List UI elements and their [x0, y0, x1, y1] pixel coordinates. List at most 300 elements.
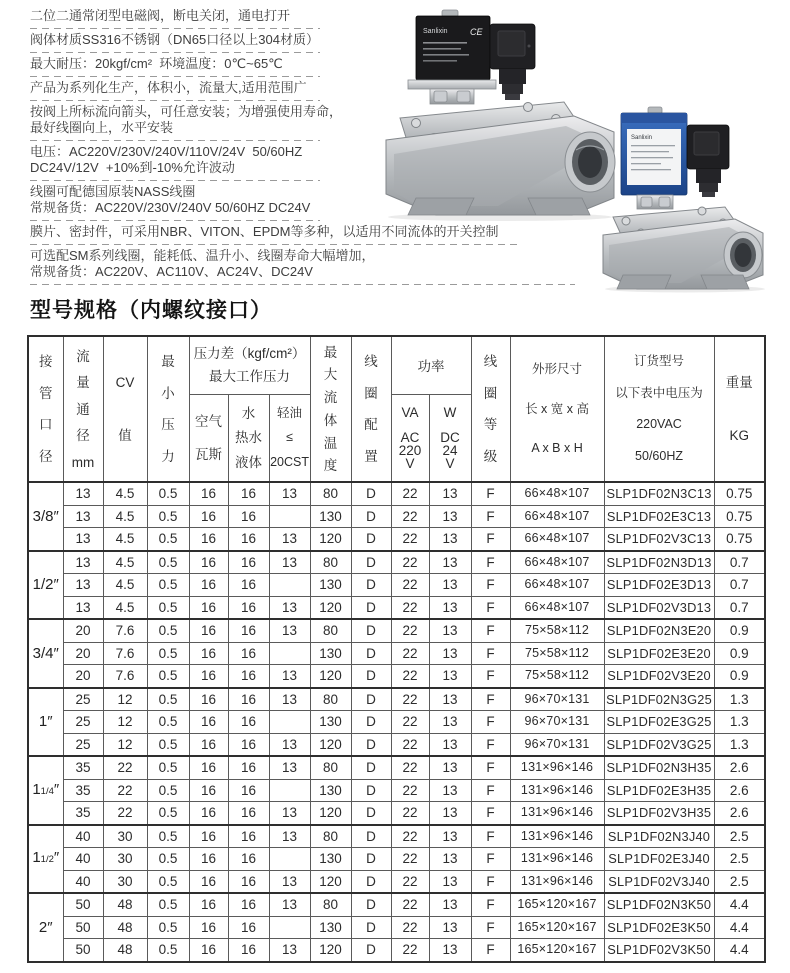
pressure-light-oil: 13 — [269, 756, 310, 779]
spec-row — [28, 802, 765, 825]
order-model: SLP1DF02E3J40 — [604, 848, 714, 871]
coil-config: D — [351, 665, 391, 688]
pressure-water: 16 — [228, 574, 269, 597]
header-line: 以下表中电压为 — [615, 385, 703, 400]
pressure-light-oil: 13 — [269, 733, 310, 756]
dimensions: 96×70×131 — [510, 688, 604, 711]
order-model: SLP1DF02V3H35 — [604, 802, 714, 825]
spec-row — [28, 574, 765, 597]
pressure-air-gas: 16 — [189, 665, 228, 688]
pressure-light-oil: 13 — [269, 688, 310, 711]
weight: 2.5 — [714, 848, 765, 871]
header-line: 20CST — [270, 455, 309, 469]
pressure-water: 16 — [228, 619, 269, 642]
coil-config: D — [351, 528, 391, 551]
header-line: 压力差（kgf/cm²） — [193, 346, 306, 362]
order-model: SLP1DF02N3K50 — [604, 893, 714, 916]
pressure-light-oil: 13 — [269, 551, 310, 574]
header-line: 热水 — [235, 430, 262, 446]
power-va: 22 — [391, 551, 429, 574]
cv-value: 22 — [103, 756, 147, 779]
pressure-light-oil — [269, 574, 310, 597]
cv-value: 4.5 — [103, 528, 147, 551]
weight: 2.6 — [714, 779, 765, 802]
power-va: 22 — [391, 574, 429, 597]
header-line: V — [445, 455, 455, 471]
min-pressure: 0.5 — [147, 802, 189, 825]
coil-class: F — [471, 916, 510, 939]
cv-value: 30 — [103, 848, 147, 871]
weight: 2.5 — [714, 825, 765, 848]
order-model: SLP1DF02E3G25 — [604, 711, 714, 734]
header-line: 圈 — [364, 385, 378, 401]
col-header-weight — [714, 336, 765, 482]
pressure-water: 16 — [228, 665, 269, 688]
header-line: 接 — [39, 353, 53, 369]
power-w: 13 — [429, 551, 471, 574]
feature-text: 可选配SM系列线圈，能耗低、温升小、线圈寿命大幅增加， — [30, 248, 375, 263]
power-w: 13 — [429, 825, 471, 848]
header-line: DC — [440, 429, 460, 445]
pressure-light-oil: 13 — [269, 870, 310, 893]
coil-config: D — [351, 574, 391, 597]
max-fluid-temp: 130 — [310, 848, 351, 871]
dimensions: 131×96×146 — [510, 779, 604, 802]
col-header-min-pressure — [147, 336, 189, 482]
section-title: 型号规格（内螺纹接口） — [30, 299, 272, 322]
pressure-water: 16 — [228, 642, 269, 665]
dimensions: 131×96×146 — [510, 870, 604, 893]
dimensions: 131×96×146 — [510, 756, 604, 779]
power-w: 13 — [429, 939, 471, 962]
pressure-air-gas: 16 — [189, 939, 228, 962]
spec-row — [28, 870, 765, 893]
pressure-air-gas: 16 — [189, 733, 228, 756]
power-va: 22 — [391, 825, 429, 848]
header-line: KG — [729, 428, 750, 443]
feature-list — [30, 5, 590, 285]
header-line: 24 — [442, 442, 458, 458]
min-pressure: 0.5 — [147, 711, 189, 734]
pressure-water: 16 — [228, 711, 269, 734]
ce-mark: CE — [470, 27, 483, 37]
order-model: SLP1DF02E3E20 — [604, 642, 714, 665]
order-model: SLP1DF02N3H35 — [604, 756, 714, 779]
coil-class: F — [471, 642, 510, 665]
coil-class: F — [471, 893, 510, 916]
coil-config: D — [351, 825, 391, 848]
power-va: 22 — [391, 528, 429, 551]
spec-row — [28, 939, 765, 962]
pressure-water: 16 — [228, 505, 269, 528]
cv-value: 12 — [103, 688, 147, 711]
min-pressure: 0.5 — [147, 505, 189, 528]
max-fluid-temp: 80 — [310, 619, 351, 642]
coil-config: D — [351, 551, 391, 574]
flow-diameter: 25 — [63, 733, 103, 756]
max-fluid-temp: 80 — [310, 756, 351, 779]
spec-row — [28, 779, 765, 802]
dimensions: 131×96×146 — [510, 848, 604, 871]
pressure-light-oil — [269, 779, 310, 802]
header-line: 配 — [364, 417, 378, 433]
weight: 1.3 — [714, 711, 765, 734]
col-header-flow-diameter — [63, 336, 103, 482]
max-fluid-temp: 120 — [310, 528, 351, 551]
power-w: 13 — [429, 688, 471, 711]
pressure-air-gas: 16 — [189, 779, 228, 802]
cv-value: 7.6 — [103, 619, 147, 642]
dimensions: 66×48×107 — [510, 505, 604, 528]
weight: 2.6 — [714, 756, 765, 779]
weight: 0.75 — [714, 505, 765, 528]
min-pressure: 0.5 — [147, 733, 189, 756]
dimensions: 165×120×167 — [510, 916, 604, 939]
spec-row — [28, 505, 765, 528]
header-line: V — [405, 455, 415, 471]
header-line: CV — [115, 375, 135, 390]
header-line: 水 — [241, 405, 256, 421]
weight: 2.5 — [714, 870, 765, 893]
cv-value: 30 — [103, 825, 147, 848]
spec-row — [28, 528, 765, 551]
power-w: 13 — [429, 916, 471, 939]
coil-class: F — [471, 848, 510, 871]
header-line: AC — [400, 429, 420, 445]
header-line: 液体 — [235, 455, 262, 470]
feature-item — [30, 29, 320, 53]
pressure-air-gas: 16 — [189, 893, 228, 916]
feature-item — [30, 141, 320, 181]
pressure-water: 16 — [228, 756, 269, 779]
min-pressure: 0.5 — [147, 893, 189, 916]
max-fluid-temp: 80 — [310, 893, 351, 916]
header-line: 220VAC — [636, 417, 682, 432]
header-line: 线 — [483, 353, 498, 369]
coil-blue — [621, 113, 687, 195]
pressure-air-gas: 16 — [189, 916, 228, 939]
power-va: 22 — [391, 505, 429, 528]
max-fluid-temp: 120 — [310, 939, 351, 962]
spec-row — [28, 916, 765, 939]
weight: 0.75 — [714, 528, 765, 551]
header-line: 瓦斯 — [195, 446, 222, 462]
dimensions: 131×96×146 — [510, 825, 604, 848]
coil-class: F — [471, 505, 510, 528]
flow-diameter: 50 — [63, 939, 103, 962]
coil-config: D — [351, 848, 391, 871]
header-line: 220 — [398, 442, 422, 458]
pressure-water: 16 — [228, 528, 269, 551]
coil-class: F — [471, 596, 510, 619]
coil-config: D — [351, 505, 391, 528]
pressure-water: 16 — [228, 939, 269, 962]
power-va: 22 — [391, 711, 429, 734]
order-model: SLP1DF02N3C13 — [604, 482, 714, 505]
feature-text: 膜片、密封件，可采用NBR、VITON、EPDM等多种，以适用不同流体的开关控制 — [30, 224, 499, 239]
dimensions: 66×48×107 — [510, 551, 604, 574]
col-header-dimensions — [510, 336, 604, 482]
pressure-air-gas: 16 — [189, 848, 228, 871]
flow-diameter: 13 — [63, 596, 103, 619]
pressure-air-gas: 16 — [189, 551, 228, 574]
order-model: SLP1DF02V3G25 — [604, 733, 714, 756]
flow-diameter: 20 — [63, 642, 103, 665]
order-model: SLP1DF02V3K50 — [604, 939, 714, 962]
dimensions: 66×48×107 — [510, 528, 604, 551]
feature-item — [30, 5, 320, 29]
coil-config: D — [351, 916, 391, 939]
pipe-size-cell: 2″ — [28, 893, 63, 962]
power-va: 22 — [391, 665, 429, 688]
coil-class: F — [471, 528, 510, 551]
coil-config: D — [351, 733, 391, 756]
min-pressure: 0.5 — [147, 825, 189, 848]
coil-class: F — [471, 574, 510, 597]
feature-item — [30, 181, 320, 221]
header-line: 流 — [76, 348, 90, 364]
power-w: 13 — [429, 528, 471, 551]
product-photo-small-valve — [597, 103, 769, 293]
power-va: 22 — [391, 848, 429, 871]
power-w: 13 — [429, 733, 471, 756]
flow-diameter: 40 — [63, 848, 103, 871]
coil-config: D — [351, 870, 391, 893]
feature-text: 二位二通常闭型电磁阀，断电关闭，通电打开 — [30, 8, 291, 23]
pressure-light-oil — [269, 711, 310, 734]
min-pressure: 0.5 — [147, 482, 189, 505]
power-w: 13 — [429, 711, 471, 734]
min-pressure: 0.5 — [147, 688, 189, 711]
pressure-water: 16 — [228, 802, 269, 825]
dimensions: 131×96×146 — [510, 802, 604, 825]
dimensions: 75×58×112 — [510, 642, 604, 665]
max-fluid-temp: 130 — [310, 916, 351, 939]
min-pressure: 0.5 — [147, 596, 189, 619]
coil-class: F — [471, 482, 510, 505]
spec-row — [28, 482, 765, 505]
min-pressure: 0.5 — [147, 779, 189, 802]
pressure-air-gas: 16 — [189, 825, 228, 848]
col-header-light-oil — [269, 394, 310, 482]
max-fluid-temp: 120 — [310, 870, 351, 893]
header-line: 圈 — [483, 385, 498, 401]
threaded-port — [724, 232, 762, 278]
coil-class: F — [471, 665, 510, 688]
pressure-air-gas: 16 — [189, 711, 228, 734]
spec-row — [28, 733, 765, 756]
spec-row — [28, 893, 765, 916]
header-line: 温 — [323, 435, 338, 451]
min-pressure: 0.5 — [147, 848, 189, 871]
header-line: mm — [71, 454, 95, 470]
pressure-air-gas: 16 — [189, 574, 228, 597]
header-line: 体 — [323, 412, 338, 428]
feature-text: 电压：AC220V/230V/240V/110V/24V 50/60HZ — [30, 144, 303, 159]
power-w: 13 — [429, 619, 471, 642]
weight: 4.4 — [714, 916, 765, 939]
header-line: A x B x H — [531, 441, 583, 456]
min-pressure: 0.5 — [147, 916, 189, 939]
weight: 2.6 — [714, 802, 765, 825]
cv-value: 12 — [103, 711, 147, 734]
spec-table-body — [28, 482, 765, 962]
power-va: 22 — [391, 596, 429, 619]
flow-diameter: 40 — [63, 870, 103, 893]
col-header-coil-class — [471, 336, 510, 482]
header-line: 径 — [76, 428, 90, 443]
pressure-light-oil: 13 — [269, 596, 310, 619]
header-line: 级 — [483, 449, 498, 465]
coil-config: D — [351, 642, 391, 665]
feature-item — [30, 245, 575, 285]
pressure-air-gas: 16 — [189, 642, 228, 665]
weight: 4.4 — [714, 893, 765, 916]
pressure-light-oil — [269, 916, 310, 939]
coil-class: F — [471, 825, 510, 848]
min-pressure: 0.5 — [147, 642, 189, 665]
header-line: 等 — [483, 417, 498, 433]
header-line: W — [443, 404, 457, 420]
coil-config: D — [351, 756, 391, 779]
col-header-water — [228, 394, 269, 482]
power-w: 13 — [429, 870, 471, 893]
feature-text: 阀体材质SS316不锈钢（DN65口径以上304材质） — [30, 32, 319, 47]
flow-diameter: 13 — [63, 528, 103, 551]
weight: 1.3 — [714, 688, 765, 711]
flow-diameter: 40 — [63, 825, 103, 848]
pipe-size-cell: 11/4″ — [28, 756, 63, 825]
flow-diameter: 50 — [63, 893, 103, 916]
pressure-water: 16 — [228, 688, 269, 711]
power-va: 22 — [391, 642, 429, 665]
header-line: 订货型号 — [634, 353, 685, 368]
max-fluid-temp: 80 — [310, 688, 351, 711]
flow-diameter: 50 — [63, 916, 103, 939]
feature-text: 线圈可配德国原装NASS线圈 — [30, 184, 196, 199]
flow-diameter: 25 — [63, 688, 103, 711]
col-header-pipe-size — [28, 336, 63, 482]
header-line: 径 — [39, 449, 53, 465]
pressure-light-oil: 13 — [269, 528, 310, 551]
order-model: SLP1DF02E3C13 — [604, 505, 714, 528]
dimensions: 75×58×112 — [510, 665, 604, 688]
feature-text: DC24V/12V +10%到-10%允许波动 — [30, 160, 235, 175]
pressure-air-gas: 16 — [189, 596, 228, 619]
header-line: 大 — [323, 367, 338, 383]
spec-row — [28, 551, 765, 574]
order-model: SLP1DF02E3H35 — [604, 779, 714, 802]
coil-class: F — [471, 870, 510, 893]
col-header-pressure-diff — [189, 336, 310, 394]
spec-row — [28, 711, 765, 734]
cv-value: 30 — [103, 870, 147, 893]
pressure-air-gas: 16 — [189, 619, 228, 642]
order-model: SLP1DF02N3E20 — [604, 619, 714, 642]
max-fluid-temp: 80 — [310, 825, 351, 848]
coil-class: F — [471, 779, 510, 802]
header-line: ≤ — [286, 430, 293, 445]
power-va: 22 — [391, 619, 429, 642]
col-header-coil-config — [351, 336, 391, 482]
coil-config: D — [351, 619, 391, 642]
pressure-water: 16 — [228, 596, 269, 619]
header-line: VA — [401, 404, 419, 420]
weight: 0.9 — [714, 619, 765, 642]
power-w: 13 — [429, 642, 471, 665]
max-fluid-temp: 80 — [310, 551, 351, 574]
min-pressure: 0.5 — [147, 574, 189, 597]
pressure-water: 16 — [228, 825, 269, 848]
power-w: 13 — [429, 665, 471, 688]
spec-table — [27, 335, 766, 963]
coil-class: F — [471, 551, 510, 574]
coil-class: F — [471, 711, 510, 734]
dimensions: 66×48×107 — [510, 596, 604, 619]
flow-diameter: 13 — [63, 574, 103, 597]
coil-class: F — [471, 733, 510, 756]
header-line: 流 — [323, 390, 338, 406]
order-model: SLP1DF02V3J40 — [604, 870, 714, 893]
pressure-light-oil: 13 — [269, 893, 310, 916]
order-model: SLP1DF02N3G25 — [604, 688, 714, 711]
spec-row — [28, 619, 765, 642]
cv-value: 4.5 — [103, 482, 147, 505]
power-va: 22 — [391, 893, 429, 916]
power-va: 22 — [391, 939, 429, 962]
header-line: 50/60HZ — [635, 449, 683, 464]
power-va: 22 — [391, 733, 429, 756]
flow-diameter: 25 — [63, 711, 103, 734]
max-fluid-temp: 130 — [310, 574, 351, 597]
min-pressure: 0.5 — [147, 939, 189, 962]
cv-value: 4.5 — [103, 505, 147, 528]
pressure-air-gas: 16 — [189, 505, 228, 528]
header-line: 最 — [161, 353, 175, 369]
feature-text: 常规备货：AC220V、AC110V、AC24V、DC24V — [30, 264, 313, 279]
order-model: SLP1DF02V3C13 — [604, 528, 714, 551]
pressure-light-oil: 13 — [269, 482, 310, 505]
header-line: 长 x 宽 x 高 — [525, 401, 589, 416]
coil-brand-label: Sanlixin — [631, 135, 653, 141]
header-line: 压 — [161, 417, 175, 433]
pressure-light-oil — [269, 642, 310, 665]
pressure-water: 16 — [228, 893, 269, 916]
col-header-power-va — [391, 394, 429, 482]
weight: 0.7 — [714, 596, 765, 619]
weight: 1.3 — [714, 733, 765, 756]
flow-diameter: 35 — [63, 756, 103, 779]
flow-diameter: 20 — [63, 665, 103, 688]
order-model: SLP1DF02E3K50 — [604, 916, 714, 939]
weight: 0.7 — [714, 574, 765, 597]
header-line: 最 — [323, 344, 338, 360]
min-pressure: 0.5 — [147, 870, 189, 893]
dimensions: 96×70×131 — [510, 711, 604, 734]
power-w: 13 — [429, 596, 471, 619]
coil-class: F — [471, 802, 510, 825]
col-header-cv — [103, 336, 147, 482]
header-line: 最大工作压力 — [209, 369, 291, 385]
pressure-air-gas: 16 — [189, 482, 228, 505]
header-line: 外形尺寸 — [532, 361, 583, 376]
header-line: 度 — [323, 458, 338, 474]
header-line: 置 — [364, 449, 378, 465]
cv-value: 7.6 — [103, 665, 147, 688]
pressure-light-oil: 13 — [269, 939, 310, 962]
pressure-water: 16 — [228, 779, 269, 802]
weight: 0.9 — [714, 665, 765, 688]
